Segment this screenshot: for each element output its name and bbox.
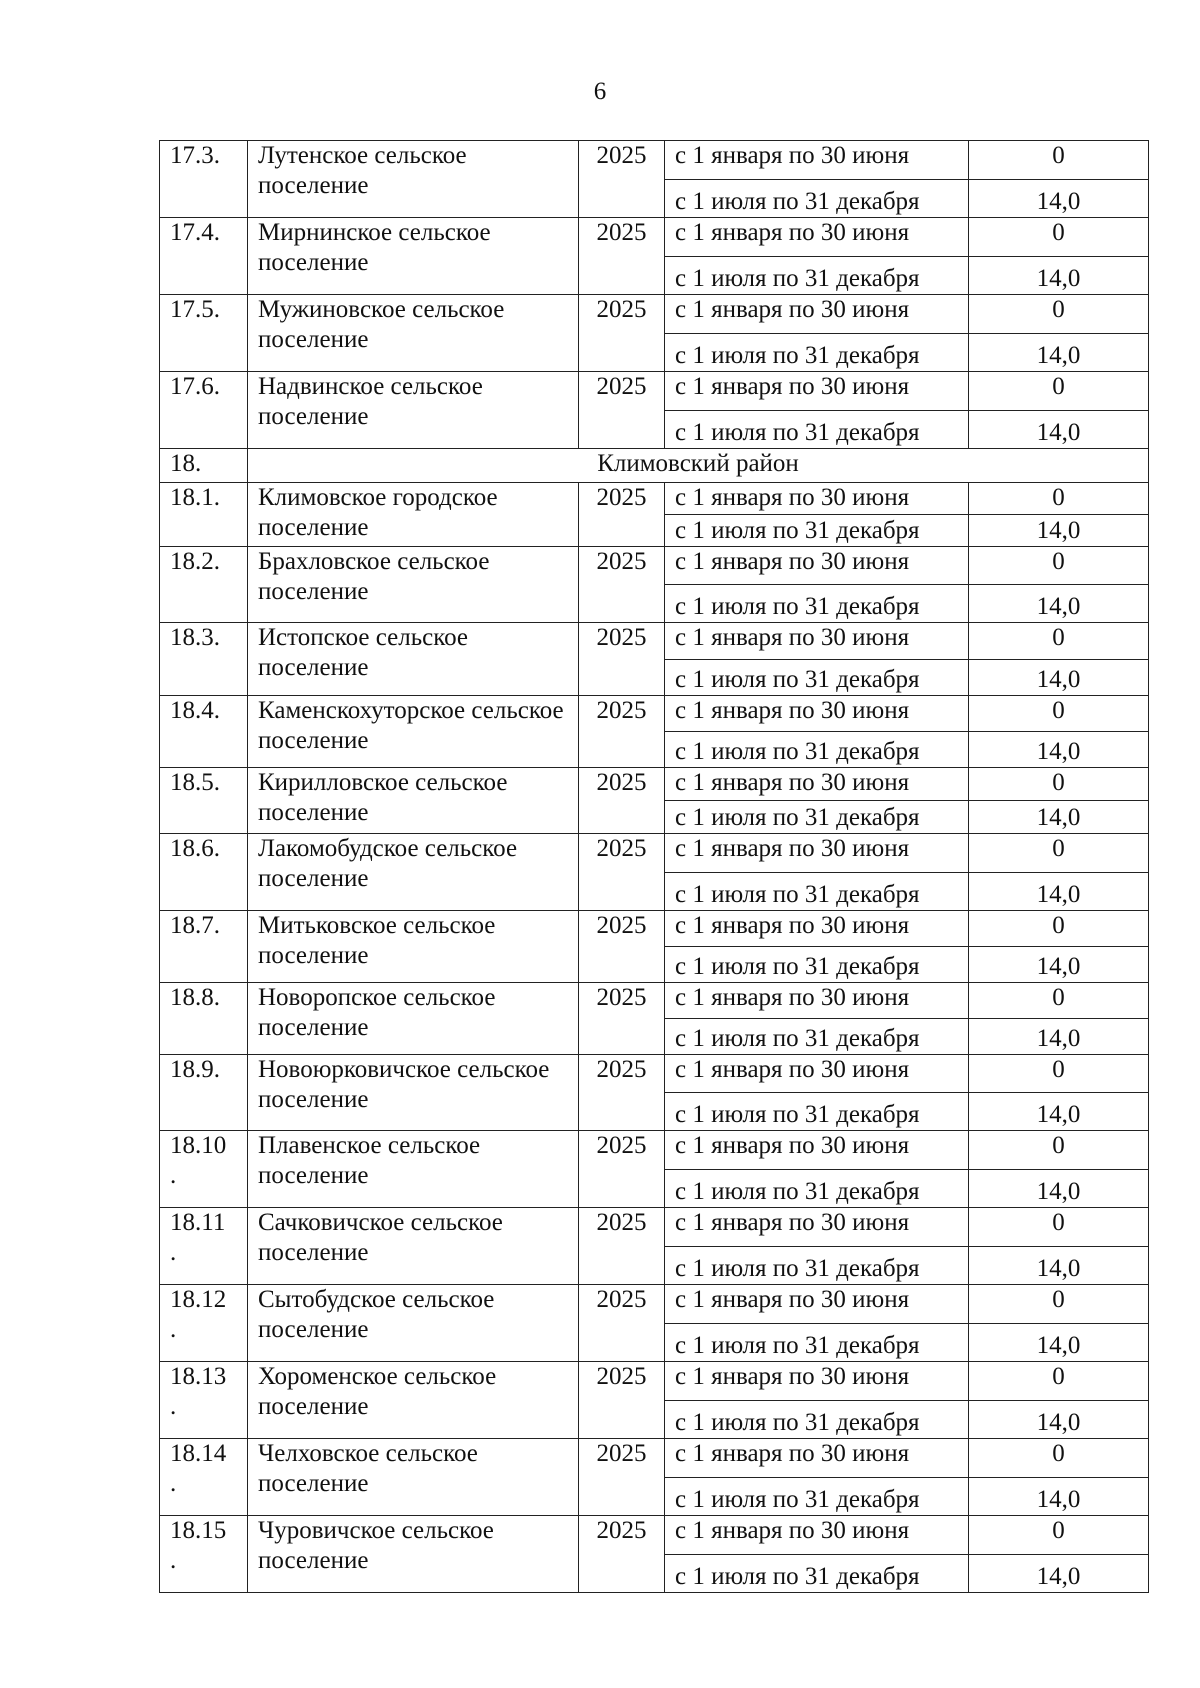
value-second-half: 14,0	[969, 947, 1149, 983]
value-second-half: 14,0	[969, 1324, 1149, 1362]
period-first-half: с 1 января по 30 июня	[665, 768, 969, 801]
row-number-suffix: .	[170, 1162, 177, 1189]
row-number-cell	[160, 1208, 248, 1285]
value-second-half: 14,0	[969, 732, 1149, 768]
value-first-half: 0	[969, 218, 1149, 257]
year-cell: 2025	[579, 295, 665, 372]
value-second-half: 14,0	[969, 1170, 1149, 1208]
row-number: 18.13	[170, 1363, 227, 1390]
value-second-half: 14,0	[969, 1401, 1149, 1439]
row-number-suffix: .	[170, 1547, 177, 1574]
period-first-half: с 1 января по 30 июня	[665, 983, 969, 1019]
settlement-name: Каменскохуторское сельское поселение	[248, 696, 579, 768]
row-number-cell	[160, 768, 248, 834]
period-second-half: с 1 июля по 31 декабря	[665, 334, 969, 372]
row-number: 18.12	[170, 1286, 227, 1313]
table-row	[160, 295, 1149, 334]
period-first-half: с 1 января по 30 июня	[665, 1208, 969, 1247]
table-row	[160, 547, 1149, 585]
settlement-name: Лакомобудское сельское поселение	[248, 834, 579, 911]
district-name: Климовский район	[248, 449, 1149, 483]
period-first-half: с 1 января по 30 июня	[665, 218, 969, 257]
row-number: 18.10	[170, 1132, 227, 1159]
period-second-half: с 1 июля по 31 декабря	[665, 1401, 969, 1439]
row-number-cell	[160, 834, 248, 911]
year-cell: 2025	[579, 911, 665, 983]
row-number: 17.5.	[170, 296, 220, 323]
value-first-half: 0	[969, 696, 1149, 732]
row-number: 18.3.	[170, 624, 220, 651]
value-first-half: 0	[969, 1131, 1149, 1170]
period-first-half: с 1 января по 30 июня	[665, 1516, 969, 1555]
value-first-half: 0	[969, 1439, 1149, 1478]
row-number-cell	[160, 983, 248, 1055]
year-cell: 2025	[579, 1362, 665, 1439]
year-cell: 2025	[579, 1516, 665, 1593]
row-number: 18.2.	[170, 548, 220, 575]
settlement-name: Новоропское сельское поселение	[248, 983, 579, 1055]
period-second-half: с 1 июля по 31 декабря	[665, 1019, 969, 1055]
period-second-half: с 1 июля по 31 декабря	[665, 1170, 969, 1208]
tariff-table	[159, 140, 1149, 1593]
value-second-half: 14,0	[969, 585, 1149, 623]
row-number-cell	[160, 483, 248, 547]
period-first-half: с 1 января по 30 июня	[665, 1055, 969, 1093]
value-first-half: 0	[969, 1055, 1149, 1093]
value-second-half: 14,0	[969, 334, 1149, 372]
value-first-half: 0	[969, 295, 1149, 334]
period-first-half: с 1 января по 30 июня	[665, 911, 969, 947]
row-number-suffix: .	[170, 1239, 177, 1266]
row-number-cell	[160, 295, 248, 372]
period-second-half: с 1 июля по 31 декабря	[665, 515, 969, 547]
settlement-name: Климовское городское поселение	[248, 483, 579, 547]
row-number-cell	[160, 911, 248, 983]
value-first-half: 0	[969, 1285, 1149, 1324]
row-number-suffix: .	[170, 1393, 177, 1420]
settlement-name: Чуровичское сельское поселение	[248, 1516, 579, 1593]
row-number-cell	[160, 1362, 248, 1439]
year-cell: 2025	[579, 1208, 665, 1285]
table-row	[160, 1362, 1149, 1401]
row-number-cell	[160, 623, 248, 696]
year-cell: 2025	[579, 483, 665, 547]
value-second-half: 14,0	[969, 180, 1149, 218]
row-number-suffix: .	[170, 1316, 177, 1343]
row-number: 18.4.	[170, 697, 220, 724]
table-row	[160, 768, 1149, 801]
period-second-half: с 1 июля по 31 декабря	[665, 1247, 969, 1285]
row-number-cell	[160, 1131, 248, 1208]
value-second-half: 14,0	[969, 801, 1149, 834]
period-second-half: с 1 июля по 31 декабря	[665, 585, 969, 623]
settlement-name: Сытобудское сельское поселение	[248, 1285, 579, 1362]
settlement-name: Митьковское сельское поселение	[248, 911, 579, 983]
settlement-name: Мужиновское сельское поселение	[248, 295, 579, 372]
settlement-name: Плавенское сельское поселение	[248, 1131, 579, 1208]
value-first-half: 0	[969, 768, 1149, 801]
table-row	[160, 834, 1149, 873]
period-first-half: с 1 января по 30 июня	[665, 1131, 969, 1170]
period-second-half: с 1 июля по 31 декабря	[665, 947, 969, 983]
table-row	[160, 218, 1149, 257]
period-first-half: с 1 января по 30 июня	[665, 1362, 969, 1401]
value-first-half: 0	[969, 547, 1149, 585]
row-number: 17.4.	[170, 219, 220, 246]
year-cell: 2025	[579, 1131, 665, 1208]
table-row	[160, 1055, 1149, 1093]
value-first-half: 0	[969, 834, 1149, 873]
table-row	[160, 372, 1149, 411]
period-second-half: с 1 июля по 31 декабря	[665, 1093, 969, 1131]
period-second-half: с 1 июля по 31 декабря	[665, 1324, 969, 1362]
year-cell: 2025	[579, 696, 665, 768]
row-number-cell	[160, 547, 248, 623]
table-row	[160, 623, 1149, 660]
settlement-name: Новоюрковичское сельское поселение	[248, 1055, 579, 1131]
value-second-half: 14,0	[969, 1247, 1149, 1285]
settlement-name: Брахловское сельское поселение	[248, 547, 579, 623]
period-first-half: с 1 января по 30 июня	[665, 834, 969, 873]
table-row	[160, 483, 1149, 515]
year-cell: 2025	[579, 768, 665, 834]
year-cell: 2025	[579, 834, 665, 911]
period-first-half: с 1 января по 30 июня	[665, 696, 969, 732]
value-second-half: 14,0	[969, 1019, 1149, 1055]
year-cell: 2025	[579, 1055, 665, 1131]
table-row	[160, 1516, 1149, 1555]
period-first-half: с 1 января по 30 июня	[665, 295, 969, 334]
page-number: 6	[593, 78, 607, 105]
year-cell: 2025	[579, 141, 665, 218]
settlement-name: Мирнинское сельское поселение	[248, 218, 579, 295]
period-second-half: с 1 июля по 31 декабря	[665, 257, 969, 295]
value-second-half: 14,0	[969, 1555, 1149, 1593]
period-first-half: с 1 января по 30 июня	[665, 372, 969, 411]
period-second-half: с 1 июля по 31 декабря	[665, 801, 969, 834]
value-second-half: 14,0	[969, 515, 1149, 547]
value-second-half: 14,0	[969, 1478, 1149, 1516]
settlement-name: Истопское сельское поселение	[248, 623, 579, 696]
table-row	[160, 1439, 1149, 1478]
settlement-name: Надвинское сельское поселение	[248, 372, 579, 449]
row-number: 18.9.	[170, 1056, 220, 1083]
value-first-half: 0	[969, 1362, 1149, 1401]
settlement-name: Сачковичское сельское поселение	[248, 1208, 579, 1285]
value-first-half: 0	[969, 372, 1149, 411]
value-second-half: 14,0	[969, 873, 1149, 911]
year-cell: 2025	[579, 1285, 665, 1362]
period-second-half: с 1 июля по 31 декабря	[665, 732, 969, 768]
row-number-suffix: .	[170, 1470, 177, 1497]
period-first-half: с 1 января по 30 июня	[665, 623, 969, 660]
value-first-half: 0	[969, 1516, 1149, 1555]
row-number: 18.11	[170, 1209, 226, 1236]
value-first-half: 0	[969, 983, 1149, 1019]
row-number: 18.6.	[170, 835, 220, 862]
district-row	[160, 449, 1149, 483]
row-number: 17.3.	[170, 142, 220, 169]
value-first-half: 0	[969, 911, 1149, 947]
table-body	[160, 141, 1149, 1593]
value-second-half: 14,0	[969, 660, 1149, 696]
settlement-name: Хороменское сельское поселение	[248, 1362, 579, 1439]
row-number-cell	[160, 1439, 248, 1516]
year-cell: 2025	[579, 547, 665, 623]
period-second-half: с 1 июля по 31 декабря	[665, 660, 969, 696]
row-number-cell	[160, 218, 248, 295]
table-row	[160, 911, 1149, 947]
row-number: 18.14	[170, 1440, 227, 1467]
settlement-name: Челховское сельское поселение	[248, 1439, 579, 1516]
period-first-half: с 1 января по 30 июня	[665, 483, 969, 515]
year-cell: 2025	[579, 983, 665, 1055]
table-row	[160, 1131, 1149, 1170]
row-number: 18.15	[170, 1517, 227, 1544]
value-first-half: 0	[969, 623, 1149, 660]
settlement-name: Лутенское сельское поселение	[248, 141, 579, 218]
period-first-half: с 1 января по 30 июня	[665, 1439, 969, 1478]
row-number-cell	[160, 696, 248, 768]
table-row	[160, 1285, 1149, 1324]
period-second-half: с 1 июля по 31 декабря	[665, 873, 969, 911]
settlement-name: Кирилловское сельское поселение	[248, 768, 579, 834]
table-row	[160, 1208, 1149, 1247]
row-number: 18.8.	[170, 984, 220, 1011]
value-second-half: 14,0	[969, 411, 1149, 449]
row-number: 18.1.	[170, 484, 220, 511]
value-first-half: 0	[969, 1208, 1149, 1247]
row-number-cell	[160, 1055, 248, 1131]
row-number: 17.6.	[170, 373, 220, 400]
year-cell: 2025	[579, 218, 665, 295]
table-row	[160, 696, 1149, 732]
period-second-half: с 1 июля по 31 декабря	[665, 411, 969, 449]
row-number: 18.7.	[170, 912, 220, 939]
period-second-half: с 1 июля по 31 декабря	[665, 1478, 969, 1516]
row-number-cell	[160, 372, 248, 449]
row-number-cell	[160, 1516, 248, 1593]
value-first-half: 0	[969, 483, 1149, 515]
period-second-half: с 1 июля по 31 декабря	[665, 1555, 969, 1593]
period-first-half: с 1 января по 30 июня	[665, 547, 969, 585]
value-first-half: 0	[969, 141, 1149, 180]
row-number-cell	[160, 1285, 248, 1362]
value-second-half: 14,0	[969, 257, 1149, 295]
period-first-half: с 1 января по 30 июня	[665, 1285, 969, 1324]
value-second-half: 14,0	[969, 1093, 1149, 1131]
year-cell: 2025	[579, 623, 665, 696]
district-number: 18.	[160, 449, 248, 483]
row-number: 18.5.	[170, 769, 220, 796]
period-first-half: с 1 января по 30 июня	[665, 141, 969, 180]
table-row	[160, 983, 1149, 1019]
row-number-cell	[160, 141, 248, 218]
year-cell: 2025	[579, 372, 665, 449]
period-second-half: с 1 июля по 31 декабря	[665, 180, 969, 218]
table-row	[160, 141, 1149, 180]
year-cell: 2025	[579, 1439, 665, 1516]
